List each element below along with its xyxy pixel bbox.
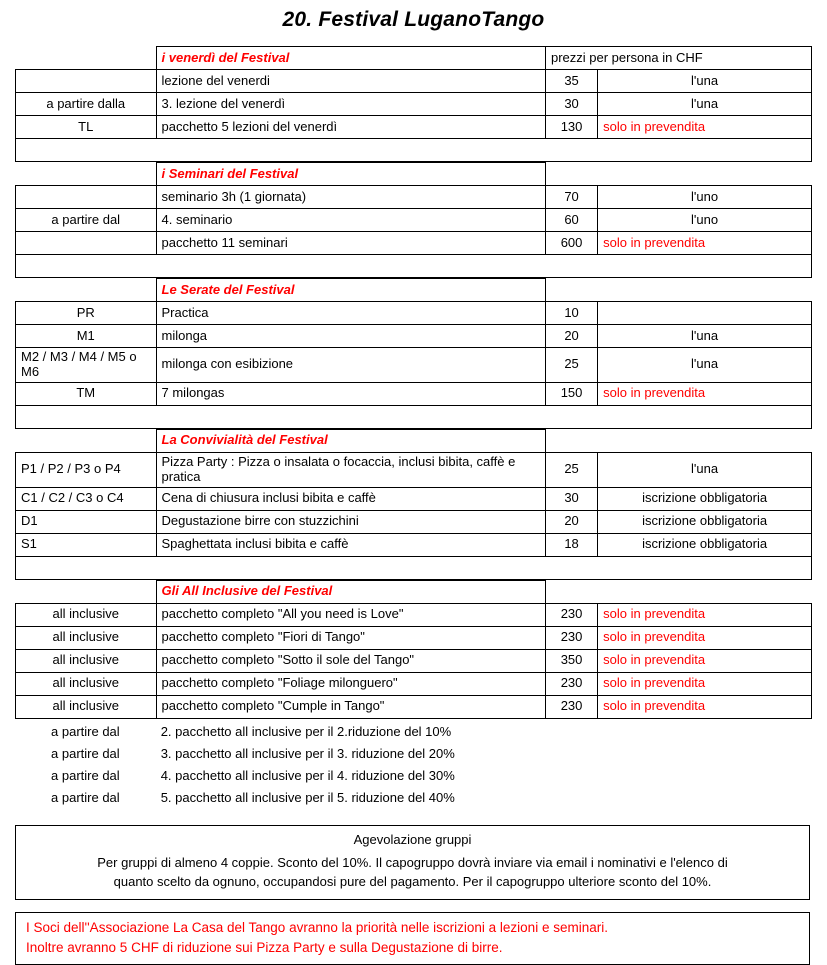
row-label: all inclusive — [16, 672, 157, 695]
row-note: l'una — [598, 70, 812, 93]
row-desc: 3. lezione del venerdì — [156, 93, 545, 116]
table-row — [16, 163, 812, 186]
row-desc: 4. seminario — [156, 209, 545, 232]
row-desc: Degustazione birre con stuzzichini — [156, 510, 545, 533]
row-note: iscrizione obbligatoria — [598, 487, 812, 510]
row-desc: 3. pacchetto all inclusive per il 3. riduzione del 20% — [160, 746, 455, 762]
row-price: 35 — [545, 70, 597, 93]
row-desc: pacchetto completo "All you need is Love" — [156, 603, 545, 626]
row-note: l'uno — [598, 209, 812, 232]
table-all-inclusive — [15, 580, 812, 719]
section-heading: i Seminari del Festival — [156, 163, 545, 186]
table-row — [16, 533, 812, 556]
document-page — [0, 8, 827, 955]
row-price: 70 — [545, 186, 597, 209]
row-price: 30 — [545, 93, 597, 116]
empty-cell — [16, 47, 157, 70]
empty-cell — [545, 429, 597, 452]
list-item — [15, 721, 812, 743]
row-price: 20 — [545, 510, 597, 533]
spacer-row — [16, 405, 812, 428]
row-desc: 7 milongas — [156, 382, 545, 405]
row-label: M1 — [16, 325, 157, 348]
empty-cell — [598, 429, 812, 452]
row-note: solo in prevendita — [598, 695, 812, 718]
list-item — [15, 765, 812, 787]
table-row — [16, 70, 812, 93]
row-label: C1 / C2 / C3 o C4 — [16, 487, 157, 510]
table-convivialita — [15, 429, 812, 580]
row-price: 230 — [545, 695, 597, 718]
table-seminari — [15, 162, 812, 278]
empty-cell — [545, 580, 597, 603]
row-label: M2 / M3 / M4 / M5 o M6 — [16, 348, 157, 383]
row-note: solo in prevendita — [598, 626, 812, 649]
section-heading: Le Serate del Festival — [156, 279, 545, 302]
empty-cell — [598, 279, 812, 302]
page-title: 20. Festival LuganoTango — [282, 8, 545, 31]
table-row — [16, 382, 812, 405]
row-note: iscrizione obbligatoria — [598, 533, 812, 556]
table-row — [16, 487, 812, 510]
table-venerdi — [15, 46, 812, 162]
row-label: a partire dal — [51, 724, 120, 740]
row-desc: Practica — [156, 302, 545, 325]
row-label: all inclusive — [16, 695, 157, 718]
empty-cell — [16, 163, 157, 186]
table-row — [16, 325, 812, 348]
row-label — [16, 186, 157, 209]
table-all-inclusive-discounts — [15, 721, 812, 809]
row-desc: seminario 3h (1 giornata) — [156, 186, 545, 209]
price-header: prezzi per persona in CHF — [545, 47, 811, 70]
empty-cell — [598, 580, 812, 603]
row-note: solo in prevendita — [598, 603, 812, 626]
groups-discount-box — [15, 825, 810, 901]
table-row — [16, 232, 812, 255]
row-price: 150 — [545, 382, 597, 405]
row-price: 10 — [545, 302, 597, 325]
row-desc: Cena di chiusura inclusi bibita e caffè — [156, 487, 545, 510]
groups-discount-title: Agevolazione gruppi — [353, 831, 472, 847]
row-label: TM — [16, 382, 157, 405]
row-label: P1 / P2 / P3 o P4 — [16, 452, 157, 487]
table-row — [16, 302, 812, 325]
row-price: 230 — [545, 603, 597, 626]
row-label — [16, 70, 157, 93]
groups-discount-line2: quanto scelto da ognuno, occupandosi pure del pagamento. Per il capogruppo ulteriore sconto del 10%. — [113, 873, 712, 889]
table-row — [16, 348, 812, 383]
row-note: solo in prevendita — [598, 116, 812, 139]
table-row — [16, 603, 812, 626]
spacer-row — [16, 556, 812, 579]
empty-cell — [16, 279, 157, 302]
row-price: 230 — [545, 626, 597, 649]
row-note: solo in prevendita — [598, 382, 812, 405]
groups-discount-line1: Per gruppi di almeno 4 coppie. Sconto del 10%. Il capogruppo dovrà inviare via email i nominativi e l'elenco di — [97, 854, 728, 870]
table-row — [16, 626, 812, 649]
row-note: solo in prevendita — [598, 232, 812, 255]
row-desc: pacchetto completo "Cumple in Tango" — [156, 695, 545, 718]
row-label: a partire dal — [51, 790, 120, 806]
row-label: a partire dal — [16, 209, 157, 232]
table-row — [16, 186, 812, 209]
empty-cell — [545, 279, 597, 302]
table-row — [16, 695, 812, 718]
row-label — [16, 232, 157, 255]
section-heading: La Convivialità del Festival — [156, 429, 545, 452]
row-price: 30 — [545, 487, 597, 510]
table-row — [16, 580, 812, 603]
spacer-row — [16, 255, 812, 278]
row-desc: pacchetto 11 seminari — [156, 232, 545, 255]
row-price: 18 — [545, 533, 597, 556]
row-desc: 4. pacchetto all inclusive per il 4. riduzione del 30% — [160, 768, 455, 784]
empty-cell — [598, 163, 812, 186]
row-desc: pacchetto completo "Foliage milonguero" — [156, 672, 545, 695]
row-price: 25 — [545, 348, 597, 383]
table-row — [16, 47, 812, 70]
row-note — [598, 302, 812, 325]
row-label: a partire dal — [51, 768, 120, 784]
table-serate — [15, 278, 812, 429]
row-label: TL — [16, 116, 157, 139]
row-price: 60 — [545, 209, 597, 232]
members-notice-box — [15, 912, 810, 964]
list-item — [15, 743, 812, 765]
row-price: 600 — [545, 232, 597, 255]
table-row — [16, 209, 812, 232]
row-label: all inclusive — [16, 649, 157, 672]
row-desc: 2. pacchetto all inclusive per il 2.riduzione del 10% — [160, 724, 452, 740]
row-note: solo in prevendita — [598, 649, 812, 672]
row-label: S1 — [16, 533, 157, 556]
row-desc: Pizza Party : Pizza o insalata o focaccia, inclusi bibita, caffè e pratica — [156, 452, 545, 487]
table-row — [16, 93, 812, 116]
list-item — [15, 787, 812, 809]
row-label: D1 — [16, 510, 157, 533]
empty-cell — [16, 429, 157, 452]
row-note: l'una — [598, 93, 812, 116]
row-label: a partire dal — [51, 746, 120, 762]
row-note: l'una — [598, 348, 812, 383]
row-desc: Spaghettata inclusi bibita e caffè — [156, 533, 545, 556]
row-desc: pacchetto completo "Sotto il sole del Tango" — [156, 649, 545, 672]
members-notice-line2: Inoltre avranno 5 CHF di riduzione sui Pizza Party e sulla Degustazione di birre. — [26, 940, 503, 955]
row-desc: 5. pacchetto all inclusive per il 5. riduzione del 40% — [160, 790, 455, 806]
row-price: 350 — [545, 649, 597, 672]
row-label: PR — [16, 302, 157, 325]
row-label: all inclusive — [16, 603, 157, 626]
empty-cell — [545, 163, 597, 186]
table-row — [16, 452, 812, 487]
section-heading: Gli All Inclusive del Festival — [156, 580, 545, 603]
empty-cell — [16, 580, 157, 603]
table-row — [16, 672, 812, 695]
table-row — [16, 510, 812, 533]
row-desc: milonga con esibizione — [156, 348, 545, 383]
members-notice-line1: I Soci dell''Associazione La Casa del Tango avranno la priorità nelle iscrizioni a lezioni e seminari. — [26, 920, 608, 936]
spacer-row — [16, 139, 812, 162]
row-note: l'una — [598, 452, 812, 487]
table-row — [16, 116, 812, 139]
row-price: 25 — [545, 452, 597, 487]
row-label: all inclusive — [16, 626, 157, 649]
row-note: l'una — [598, 325, 812, 348]
row-desc: pacchetto completo "Fiori di Tango" — [156, 626, 545, 649]
table-row — [16, 429, 812, 452]
table-row — [16, 279, 812, 302]
row-desc: lezione del venerdi — [156, 70, 545, 93]
row-desc: milonga — [156, 325, 545, 348]
row-desc: pacchetto 5 lezioni del venerdì — [156, 116, 545, 139]
table-row — [16, 649, 812, 672]
section-heading: i venerdì del Festival — [156, 47, 545, 70]
row-note: iscrizione obbligatoria — [598, 510, 812, 533]
row-label: a partire dalla — [16, 93, 157, 116]
row-price: 20 — [545, 325, 597, 348]
row-price: 130 — [545, 116, 597, 139]
row-note: solo in prevendita — [598, 672, 812, 695]
row-note: l'uno — [598, 186, 812, 209]
row-price: 230 — [545, 672, 597, 695]
